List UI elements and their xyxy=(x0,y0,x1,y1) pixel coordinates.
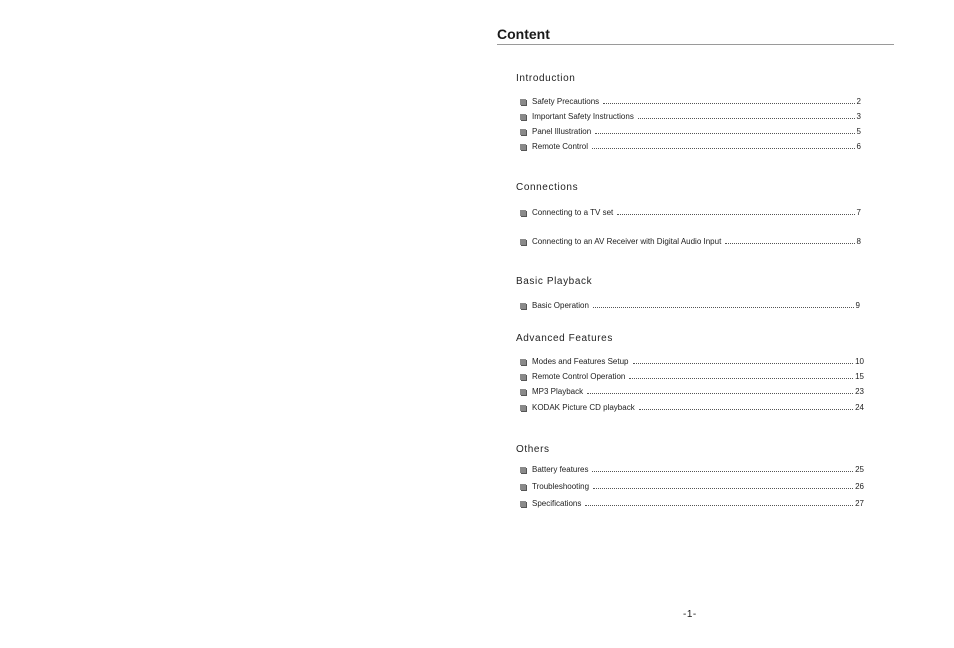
square-bullet-icon xyxy=(520,501,526,507)
toc-entry-label: Connecting to a TV set xyxy=(532,208,614,217)
dot-leader xyxy=(593,306,854,308)
square-bullet-icon xyxy=(520,405,526,411)
toc-entry-page: 24 xyxy=(855,403,864,412)
toc-entry-page: 27 xyxy=(855,499,864,508)
square-bullet-icon xyxy=(520,239,526,245)
toc-entry[interactable] xyxy=(520,139,861,151)
toc-entry[interactable] xyxy=(520,205,861,217)
section-heading-introduction: Introduction xyxy=(516,73,576,84)
dot-leader xyxy=(617,213,854,215)
dot-leader xyxy=(593,487,853,489)
toc-entry[interactable] xyxy=(520,369,864,381)
dot-leader xyxy=(592,470,853,472)
toc-entry[interactable] xyxy=(520,234,861,246)
toc-entry[interactable] xyxy=(520,496,864,508)
section-heading-advanced-features: Advanced Features xyxy=(516,333,613,344)
square-bullet-icon xyxy=(520,210,526,216)
section-heading-connections: Connections xyxy=(516,182,579,193)
toc-entry-page: 8 xyxy=(856,237,861,246)
dot-leader xyxy=(638,117,855,119)
square-bullet-icon xyxy=(520,389,526,395)
section-heading-others: Others xyxy=(516,444,550,455)
dot-leader xyxy=(592,147,855,149)
square-bullet-icon xyxy=(520,467,526,473)
toc-entry-page: 15 xyxy=(855,372,864,381)
toc-entry-page: 25 xyxy=(855,465,864,474)
toc-entry[interactable] xyxy=(520,94,861,106)
toc-entry-page: 6 xyxy=(856,142,861,151)
toc-entry-page: 10 xyxy=(855,357,864,366)
toc-entry-label: Basic Operation xyxy=(532,301,589,310)
toc-entry[interactable] xyxy=(520,479,864,491)
page-title: Content xyxy=(497,26,550,42)
square-bullet-icon xyxy=(520,129,526,135)
toc-entry-label: Remote Control xyxy=(532,142,589,151)
toc-entry-page: 3 xyxy=(856,112,861,121)
dot-leader xyxy=(585,504,853,506)
section-heading-basic-playback: Basic Playback xyxy=(516,276,593,287)
toc-entry-label: Connecting to an AV Receiver with Digital Audio Input xyxy=(532,237,722,246)
toc-entry-label: Battery features xyxy=(532,465,589,474)
toc-entry-label: KODAK Picture CD playback xyxy=(532,403,635,412)
toc-entry-page: 23 xyxy=(855,387,864,396)
toc-entry-page: 7 xyxy=(856,208,861,217)
square-bullet-icon xyxy=(520,359,526,365)
toc-entry[interactable] xyxy=(520,109,861,121)
square-bullet-icon xyxy=(520,484,526,490)
toc-entry-page: 5 xyxy=(856,127,861,136)
toc-entry[interactable] xyxy=(520,462,864,474)
toc-entry[interactable] xyxy=(520,354,864,366)
dot-leader xyxy=(629,377,853,379)
toc-entry[interactable] xyxy=(520,124,861,136)
page-number: -1- xyxy=(683,609,697,620)
toc-entry-page: 2 xyxy=(856,97,861,106)
square-bullet-icon xyxy=(520,144,526,150)
toc-entry[interactable] xyxy=(520,384,864,396)
toc-entry[interactable] xyxy=(520,298,860,310)
dot-leader xyxy=(587,392,853,394)
toc-entry-page: 26 xyxy=(855,482,864,491)
dot-leader xyxy=(725,242,854,244)
square-bullet-icon xyxy=(520,99,526,105)
toc-entry-page: 9 xyxy=(855,301,860,310)
toc-entry-label: Safety Precautions xyxy=(532,97,600,106)
dot-leader xyxy=(639,408,853,410)
toc-entry-label: MP3 Playback xyxy=(532,387,584,396)
toc-entry-label: Remote Control Operation xyxy=(532,372,626,381)
toc-entry-label: Modes and Features Setup xyxy=(532,357,629,366)
square-bullet-icon xyxy=(520,374,526,380)
toc-entry-label: Important Safety Instructions xyxy=(532,112,634,121)
square-bullet-icon xyxy=(520,303,526,309)
title-divider xyxy=(497,44,894,45)
toc-entry-label: Specifications xyxy=(532,499,582,508)
dot-leader xyxy=(595,132,854,134)
toc-entry-label: Panel Illustration xyxy=(532,127,592,136)
toc-entry-label: Troubleshooting xyxy=(532,482,590,491)
dot-leader xyxy=(633,362,854,364)
square-bullet-icon xyxy=(520,114,526,120)
toc-entry[interactable] xyxy=(520,400,864,412)
dot-leader xyxy=(603,102,854,104)
